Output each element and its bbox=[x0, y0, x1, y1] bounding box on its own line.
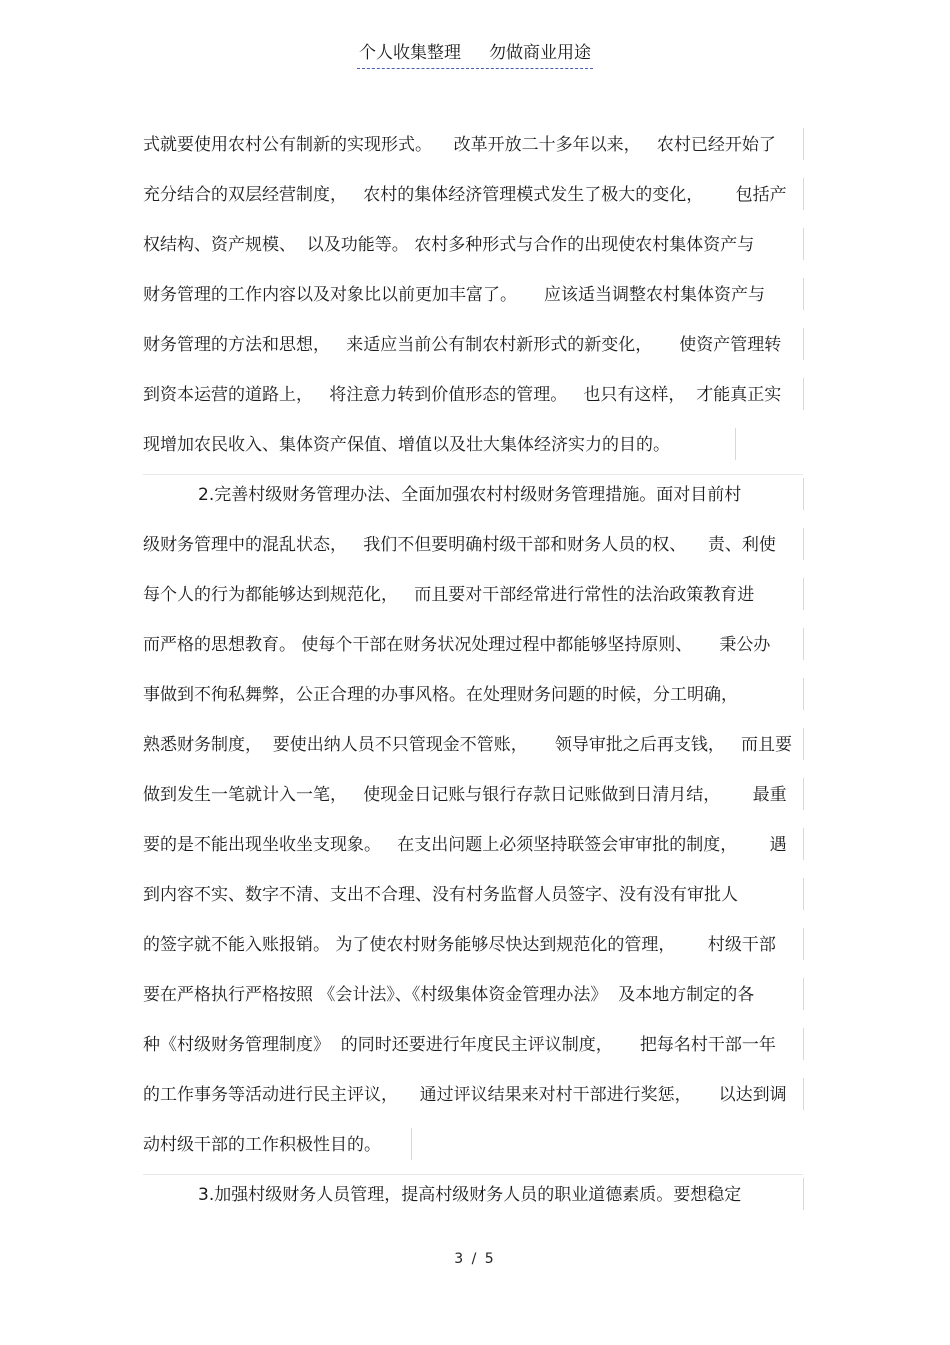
paragraph-start-line: 3.加强村级财务人员管理，提高村级财务人员的职业道德素质。要想稳定 bbox=[143, 1174, 805, 1224]
text-line: 要在严格执行严格按照 《会计法》、《村级集体资金管理办法》 及本地方制定的各 bbox=[143, 974, 805, 1024]
text-line: 事做到不徇私舞弊，公正合理的办事风格。在处理财务问题的时候，分工明确， bbox=[143, 674, 805, 724]
header-left-text: 个人收集整理 bbox=[359, 43, 461, 63]
page-header bbox=[0, 41, 950, 69]
text-line: 的签字就不能入账报销。 为了使农村财务能够尽快达到规范化的管理， 村级干部 bbox=[143, 924, 805, 974]
text-line: 要的是不能出现坐收坐支现象。 在支出问题上必须坚持联签会审审批的制度， 遇 bbox=[143, 824, 805, 874]
paragraph-start-line: 2.完善村级财务管理办法、全面加强农村村级财务管理措施。面对目前村 bbox=[143, 474, 805, 524]
document-body bbox=[143, 124, 805, 1224]
text-line: 每个人的行为都能够达到规范化， 而且要对干部经常进行常性的法治政策教育进 bbox=[143, 574, 805, 624]
text-line: 熟悉财务制度， 要使出纳人员不只管现金不管账， 领导审批之后再支钱， 而且要 bbox=[143, 724, 805, 774]
text-line: 充分结合的双层经营制度， 农村的集体经济管理模式发生了极大的变化， 包括产 bbox=[143, 174, 805, 224]
text-line: 到资本运营的道路上， 将注意力转到价值形态的管理。 也只有这样， 才能真正实 bbox=[143, 374, 805, 424]
text-line: 动村级干部的工作积极性目的。 bbox=[143, 1124, 805, 1174]
text-line: 权结构、资产规模、 以及功能等。 农村多种形式与合作的出现使农村集体资产与 bbox=[143, 224, 805, 274]
header-watermark bbox=[357, 41, 593, 69]
text-line: 做到发生一笔就计入一笔， 使现金日记账与银行存款日记账做到日清月结， 最重 bbox=[143, 774, 805, 824]
text-line: 财务管理的工作内容以及对象比以前更加丰富了。 应该适当调整农村集体资产与 bbox=[143, 274, 805, 324]
text-line: 而严格的思想教育。 使每个干部在财务状况处理过程中都能够坚持原则、 秉公办 bbox=[143, 624, 805, 674]
header-right-text: 勿做商业用途 bbox=[489, 43, 591, 63]
text-line: 到内容不实、数字不清、支出不合理、没有村务监督人员签字、没有没有审批人 bbox=[143, 874, 805, 924]
text-line: 式就要使用农村公有制新的实现形式。 改革开放二十多年以来， 农村已经开始了 bbox=[143, 124, 805, 174]
text-line: 财务管理的方法和思想， 来适应当前公有制农村新形式的新变化， 使资产管理转 bbox=[143, 324, 805, 374]
text-line: 级财务管理中的混乱状态， 我们不但要明确村级干部和财务人员的权、 责、利使 bbox=[143, 524, 805, 574]
text-line: 的工作事务等活动进行民主评议， 通过评议结果来对村干部进行奖惩， 以达到调 bbox=[143, 1074, 805, 1124]
text-line: 现增加农民收入、集体资产保值、增值以及壮大集体经济实力的目的。 bbox=[143, 424, 805, 474]
page-number: 3 / 5 bbox=[454, 1251, 496, 1267]
text-line: 种《村级财务管理制度》 的同时还要进行年度民主评议制度， 把每名村干部一年 bbox=[143, 1024, 805, 1074]
